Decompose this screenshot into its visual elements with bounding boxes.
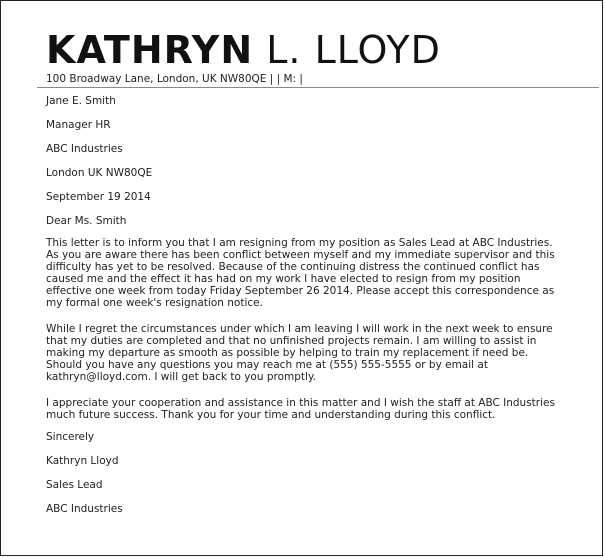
body-paragraph-3: I appreciate your cooperation and assistance in this matter and I wish the staff at ABC Industries much future success. Thank you for your time and understanding during this conflict.	[46, 397, 555, 421]
salutation: Dear Ms. Smith	[46, 215, 127, 227]
sender-rest-name: L. LLOYD	[266, 28, 441, 72]
recipient-company: ABC Industries	[46, 143, 123, 155]
body-paragraph-2: While I regret the circumstances under which I am leaving I will work in the next week to ensure that my duties are completed and that no unfinished projects remain. I am willing to assist in making my departure as smooth as possible by helping to train my replacement if need be. Should you have any questions you may reach me at (555) 555-5555 or by email at kathryn@lloyd.com. I will get back to you promptly.	[46, 323, 553, 383]
sender-first-name: KATHRYN	[46, 28, 254, 72]
signer-name: Kathryn Lloyd	[46, 455, 119, 467]
body-paragraph-1: This letter is to inform you that I am resigning from my position as Sales Lead at ABC Industries. As you are aware there has been conflict between myself and my immediate supervisor and this difficulty has yet to be resolved. Because of the continuing distress the continued conflict has caused me and the effect it has had on my work I have elected to resign from my position effective one week from today Friday September 26 2014. Please accept this correspondence as my formal one week's resignation notice.	[46, 237, 555, 309]
signer-company: ABC Industries	[46, 503, 123, 515]
recipient-location: London UK NW80QE	[46, 167, 153, 179]
letter-date: September 19 2014	[46, 191, 151, 203]
header-divider	[37, 87, 599, 88]
recipient-title: Manager HR	[46, 119, 111, 131]
valediction: Sincerely	[46, 431, 95, 443]
sender-address-line: 100 Broadway Lane, London, UK NW80QE | | M: |	[46, 73, 303, 85]
recipient-name: Jane E. Smith	[46, 95, 116, 107]
signer-title: Sales Lead	[46, 479, 103, 491]
sender-name-heading	[46, 29, 441, 71]
